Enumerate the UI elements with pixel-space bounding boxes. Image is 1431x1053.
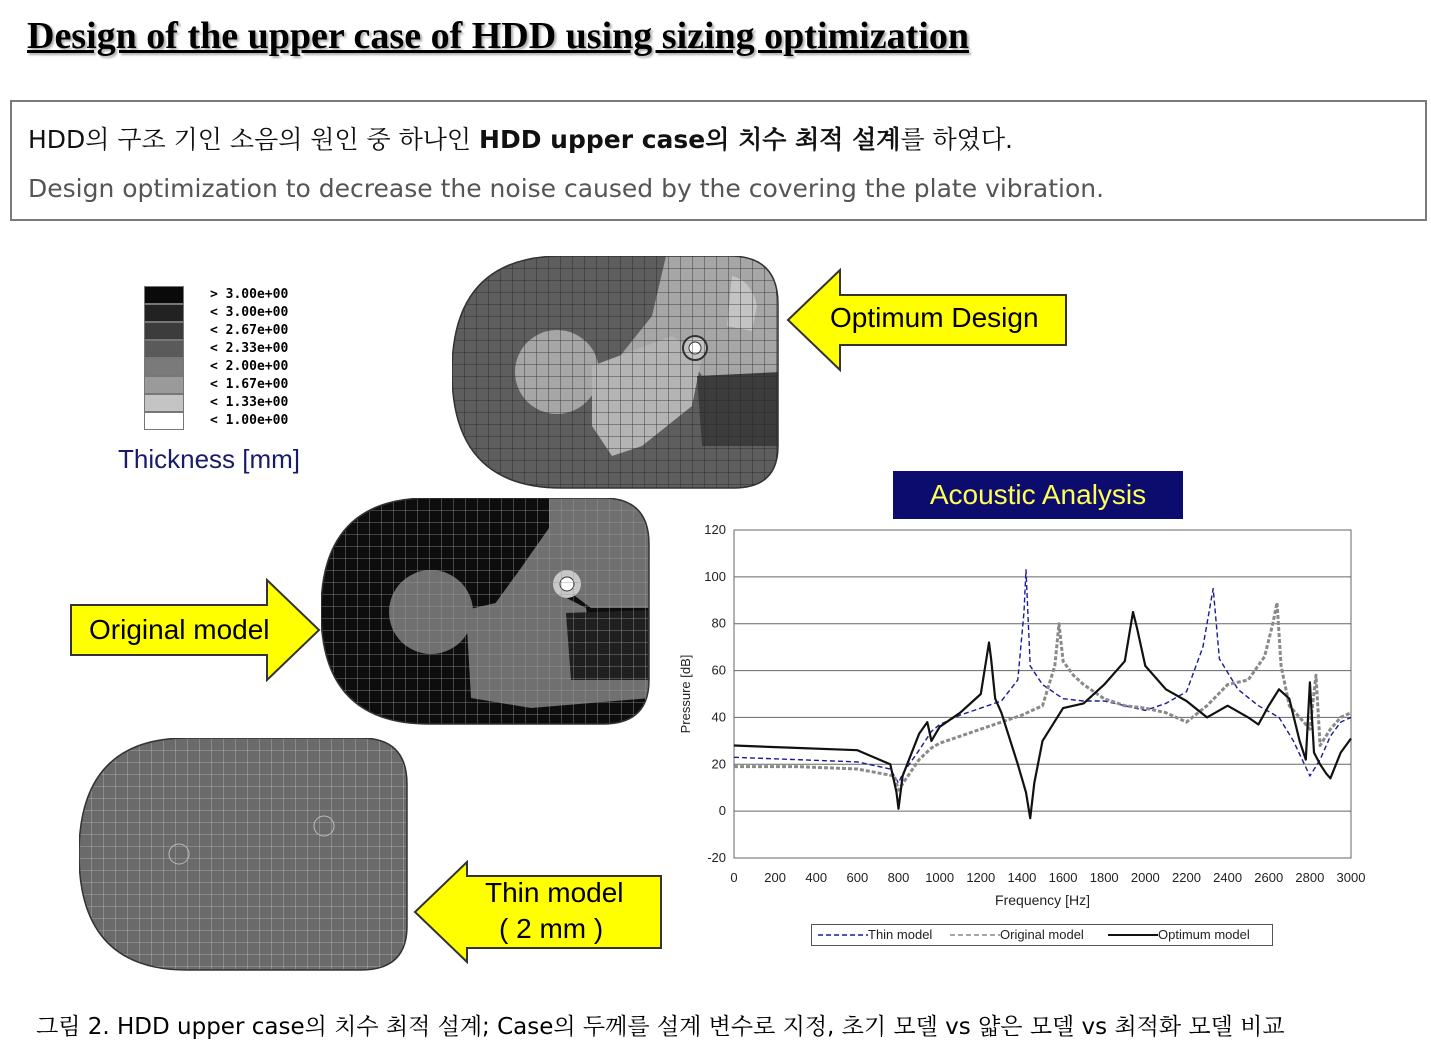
legend-label: < 1.00e+00: [210, 413, 289, 428]
legend-label: > 3.00e+00: [210, 287, 289, 302]
legend-series-name: Thin model: [868, 927, 933, 942]
original-model-callout: [69, 578, 321, 682]
legend-label: < 2.00e+00: [210, 359, 289, 374]
x-tick-label: 0: [730, 870, 738, 885]
x-tick-label: 200: [764, 870, 786, 885]
x-tick-label: 2200: [1172, 870, 1201, 885]
x-tick-label: 2000: [1130, 870, 1160, 885]
y-tick-label: 80: [711, 615, 726, 631]
thin-model-mesh: [79, 738, 409, 972]
y-tick-label: 60: [711, 662, 726, 678]
pressure-frequency-chart: [672, 520, 1372, 912]
legend-line-sample: [818, 925, 868, 945]
x-tick-label: 2800: [1295, 870, 1325, 885]
intro-line-korean: [28, 120, 1013, 156]
legend-series-name: Optimum model: [1158, 927, 1250, 942]
x-tick-label: 800: [887, 870, 910, 885]
legend-swatch: [144, 376, 184, 394]
legend-line-sample: [1108, 925, 1158, 945]
intro-suffix: 를 하였다.: [900, 125, 1013, 154]
intro-bold: HDD upper case의 치수 최적 설계: [479, 125, 901, 154]
thickness-legend-title: Thickness [mm]: [118, 444, 301, 474]
legend-swatch: [144, 394, 184, 412]
x-tick-label: 2600: [1254, 870, 1284, 885]
page-title: Design of the upper case of HDD using sizing optimization: [27, 15, 969, 57]
x-tick-label: 3000: [1336, 870, 1366, 885]
chart-legend: [811, 924, 1273, 946]
y-tick-label: -20: [707, 850, 726, 865]
x-tick-label: 2400: [1213, 870, 1243, 885]
x-tick-label: 1800: [1089, 870, 1119, 885]
legend-swatch: [144, 304, 184, 322]
legend-label: < 1.67e+00: [210, 377, 289, 392]
acoustic-analysis-label: Acoustic Analysis: [893, 471, 1183, 519]
thin-model-label-line2: ( 2 mm ): [499, 913, 604, 944]
legend-series-name: Original model: [1000, 927, 1084, 942]
optimum-design-mesh: [452, 256, 780, 490]
x-tick-label: 600: [846, 870, 869, 885]
thin-model-callout: [413, 860, 663, 964]
legend-swatch: [144, 322, 184, 340]
y-tick-label: 120: [704, 522, 726, 537]
y-tick-label: 20: [711, 756, 726, 772]
y-tick-label: 0: [718, 803, 726, 819]
thin-model-label-line1: Thin model: [485, 877, 624, 908]
figure-caption: 그림 2. HDD upper case의 치수 최적 설계; Case의 두께를 설계 변수로 지정, 초기 모델 vs 얇은 모델 vs 최적화 모델 비교: [36, 1014, 1285, 1040]
optimum-design-label: Optimum Design: [830, 302, 1039, 333]
legend-line-sample: [950, 925, 1000, 945]
legend-label: < 2.33e+00: [210, 341, 289, 356]
x-tick-label: 1600: [1048, 870, 1078, 885]
left-arrow-icon: [413, 860, 663, 964]
legend-label: < 1.33e+00: [210, 395, 289, 410]
x-tick-label: 400: [805, 870, 828, 885]
y-axis-label: Pressure [dB]: [678, 654, 693, 734]
x-tick-label: 1000: [925, 870, 955, 885]
y-tick-label: 40: [711, 709, 726, 725]
intro-box: [10, 100, 1427, 221]
original-model-label: Original model: [89, 614, 270, 645]
optimum-design-callout: [786, 268, 1070, 372]
original-model-mesh: [321, 498, 651, 726]
legend-label: < 3.00e+00: [210, 305, 289, 320]
x-tick-label: 1400: [1007, 870, 1037, 885]
intro-prefix: HDD의 구조 기인 소음의 원인 중 하나인: [28, 125, 480, 154]
legend-swatch: [144, 358, 184, 376]
x-tick-label: 1200: [966, 870, 996, 885]
intro-line-english: Design optimization to decrease the noise caused by the covering the plate vibration.: [28, 174, 1105, 203]
legend-swatch: [144, 412, 184, 430]
legend-swatch: [144, 286, 184, 304]
y-tick-label: 100: [704, 568, 726, 584]
legend-swatch: [144, 340, 184, 358]
plot-area: [734, 530, 1351, 858]
x-axis-label: Frequency [Hz]: [995, 892, 1090, 908]
legend-label: < 2.67e+00: [210, 323, 289, 338]
